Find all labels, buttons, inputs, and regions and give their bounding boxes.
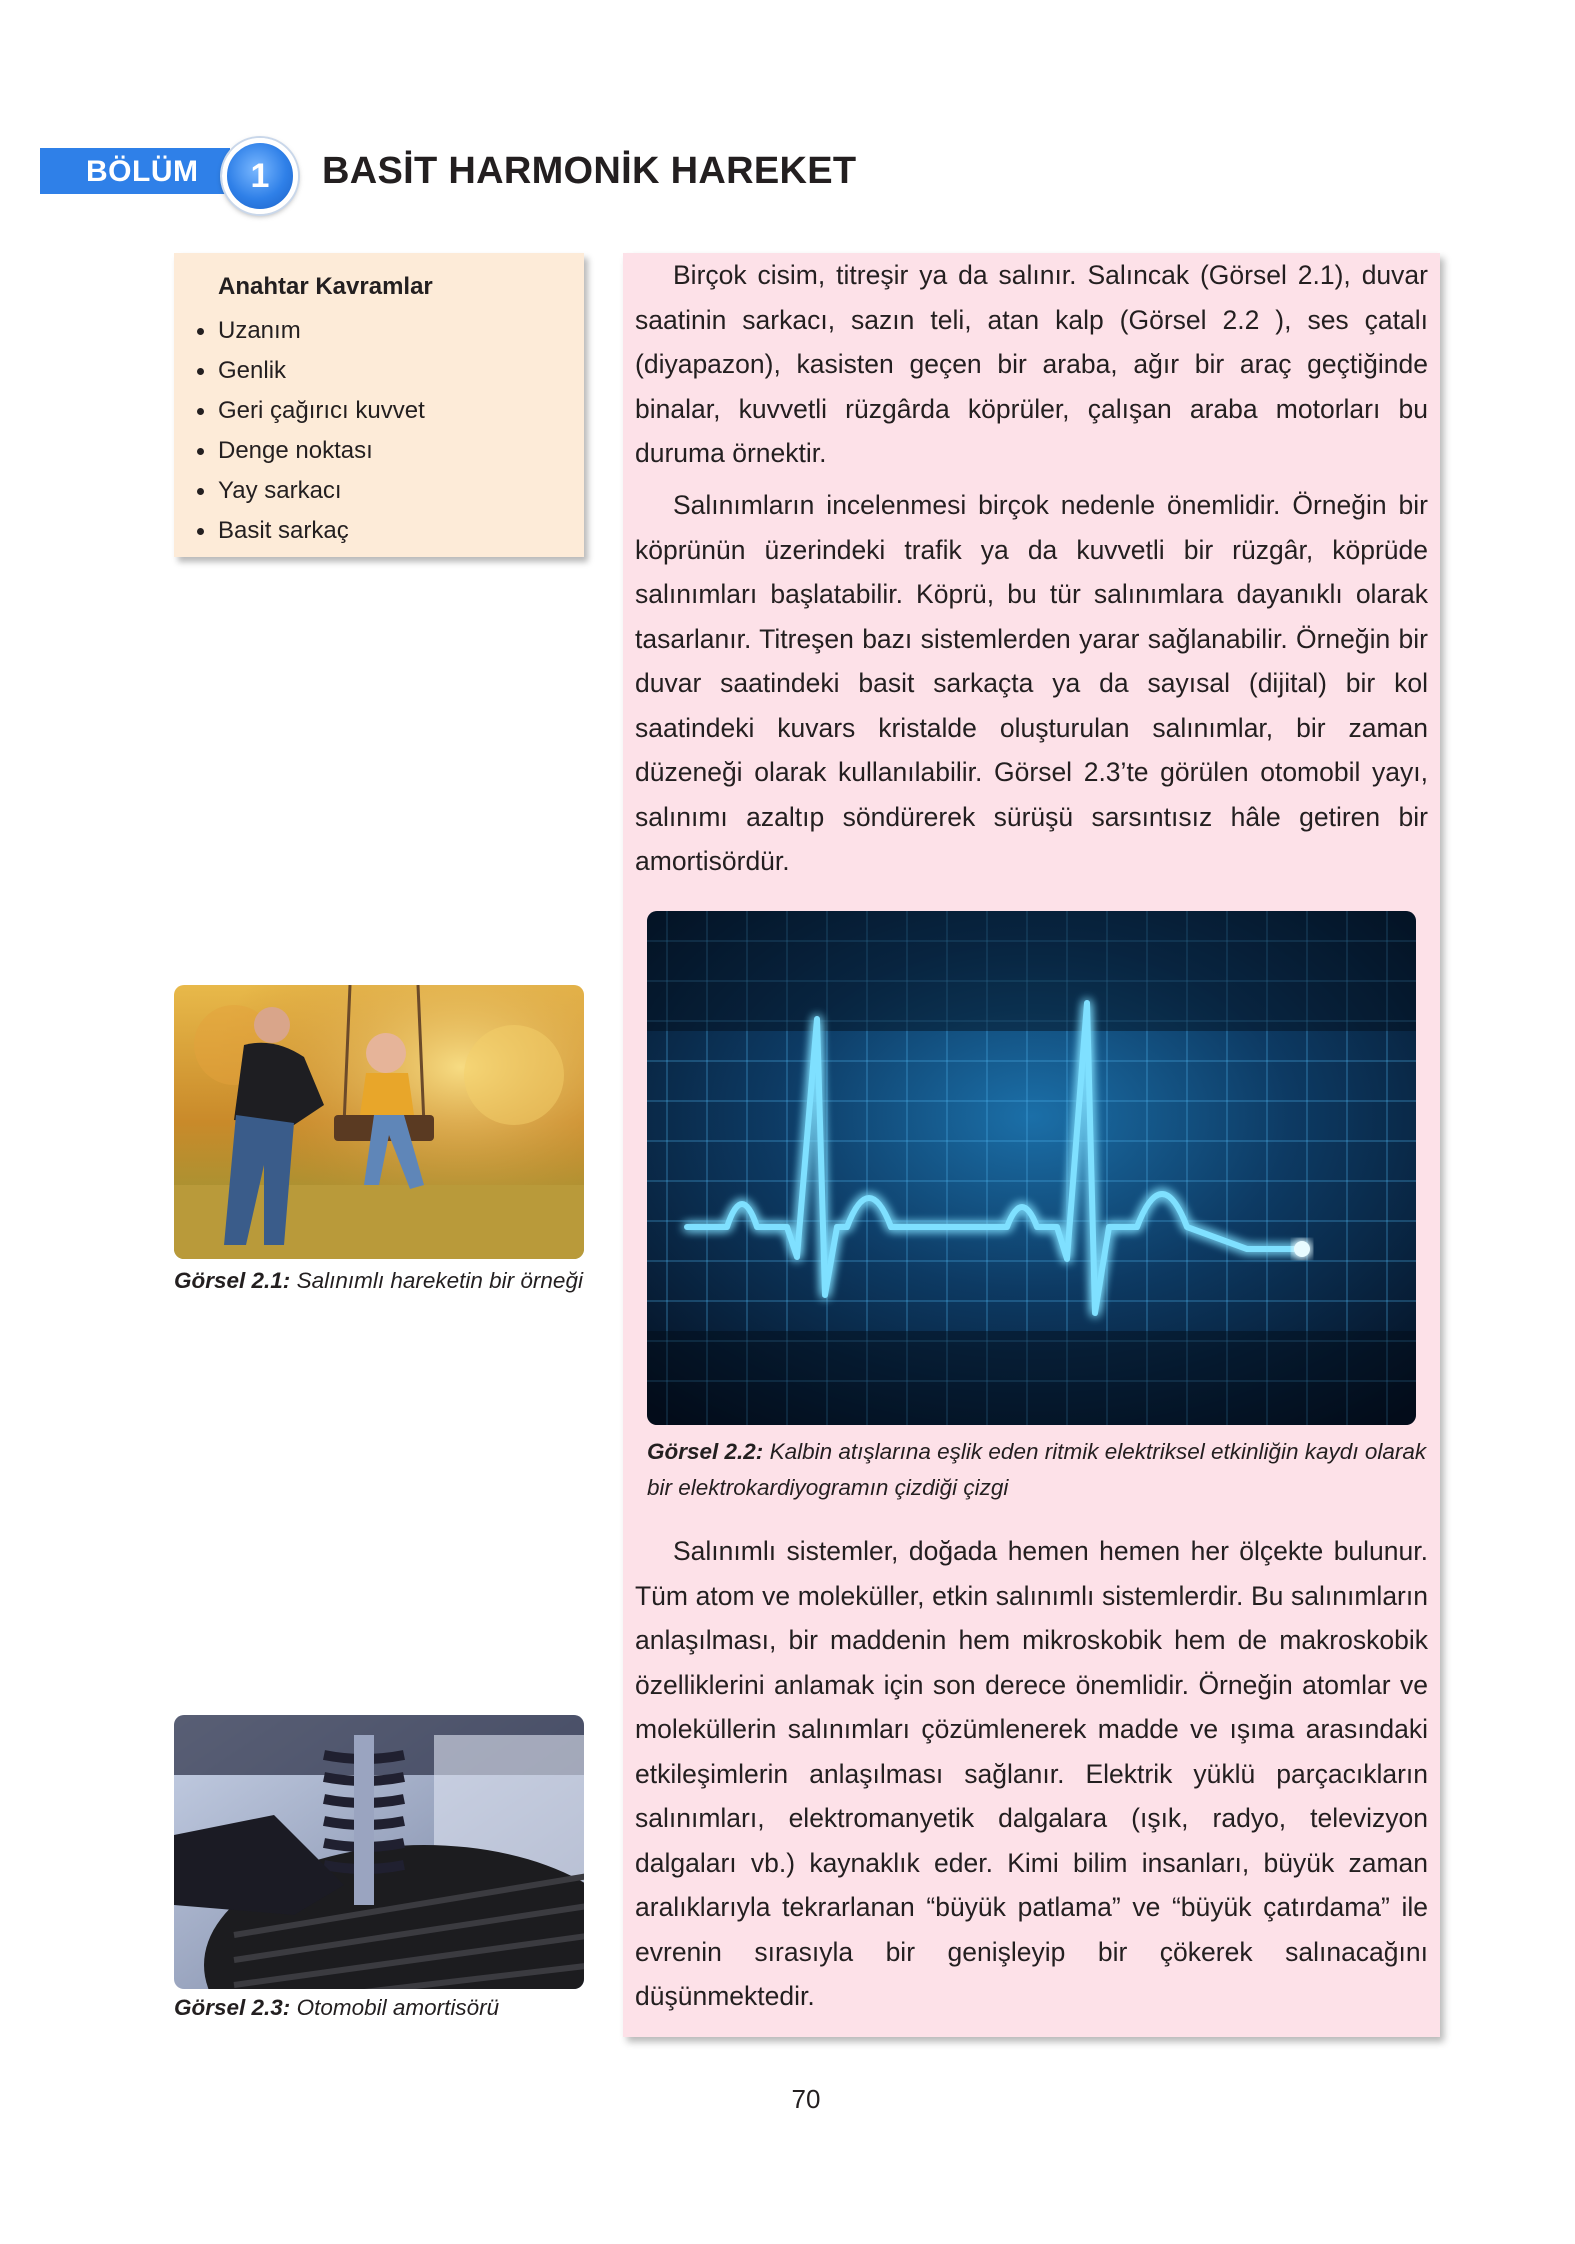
chapter-title: BASİT HARMONİK HAREKET <box>322 150 857 192</box>
chapter-label: BÖLÜM <box>86 155 199 188</box>
page-number: 70 <box>791 2084 821 2114</box>
key-concept-item: Genlik <box>188 351 425 391</box>
key-concept-item: Geri çağırıcı kuvvet <box>188 391 425 431</box>
key-concept-item: Uzanım <box>188 311 425 351</box>
figure-caption-shock-absorber: Görsel 2.3: Otomobil amortisörü <box>174 1995 500 2020</box>
chapter-number: 1 <box>250 157 270 195</box>
key-concept-item: Yay sarkacı <box>188 471 425 511</box>
paragraph-oscillating-systems: Salınımlı sistemler, doğada hemen hemen her ölçekte bulunur. Tüm atom ve moleküller, etkin salınımlı sistemlerdir. Bu salınımların anlaşılması, bir maddenin hem mikroskobik hem de makroskobik özelliklerini anlamak için son derece önemlidir. Örneğin atomlar ve moleküllerin salınımları çözümlenerek madde ve ışıma arasındaki etkileşimlerin anlaşılması sağlanır. Elektrik yüklü parçacıkların salınımları, elektromanyetik dalgalara (ışık, radyo, televizyon dalgaları vb.) kaynaklık eder. Kimi bilim insanları, büyük zaman aralıklarıyla tekrarlanan “büyük patlama” ve “büyük çatırdama” ile evrenin sırasıyla bir genişleyip bir çökerek salınacağını düşünmektedir. <box>635 1536 1428 2011</box>
swing-photo <box>174 985 584 1259</box>
key-concept-item: Denge noktası <box>188 431 425 471</box>
figure-caption-swing: Görsel 2.1: Salınımlı hareketin bir örneği <box>174 1268 583 1293</box>
chapter-tag <box>40 148 230 194</box>
paragraph-importance: Salınımların incelenmesi birçok nedenle önemlidir. Örneğin bir köprünün üzerindeki trafik ya da kuvvetli bir rüzgâr, köprüde salınımları başlatabilir. Köprü, bu tür salınımlara dayanıklı olarak tasarlanır. Titreşen bazı sistemlerden yarar sağlanabilir. Örneğin bir duvar saatindeki basit sarkaçta ya da sayısal (dijital) bir kol saatindeki kuvars kristalde oluşturulan salınımlar, bir zaman düzeneği olarak kullanılabilir. Görsel 2.3’te görülen otomobil yayı, salınımı azaltıp söndürerek sürüşü sarsıntısız hâle getiren bir amortisördür. <box>635 490 1428 876</box>
key-concepts-list <box>188 311 425 551</box>
paragraph-intro: Birçok cisim, titreşir ya da salınır. Salıncak (Görsel 2.1), duvar saatinin sarkacı, sazın teli, atan kalp (Görsel 2.2 ), ses çatalı (diyapazon), kasisten geçen bir araba, ağır bir araç geçtiğinde binalar, kuvvetli rüzgârda köprüler, çalışan araba motorları bu duruma örnektir. <box>635 260 1428 468</box>
key-concepts-box <box>174 253 584 557</box>
figure-caption-ecg: Görsel 2.2: Kalbin atışlarına eşlik eden ritmik elektriksel etkinliğin kaydı olarak bir elektrokardiyogramın çizdiği çizgi <box>647 1439 1427 1500</box>
chapter-number-badge <box>222 138 298 214</box>
content-panel <box>623 253 1440 2037</box>
key-concept-item: Basit sarkaç <box>188 511 425 551</box>
key-concepts-title: Anahtar Kavramlar <box>218 273 433 300</box>
shock-absorber-photo <box>174 1715 584 1989</box>
ecg-image <box>647 911 1416 1425</box>
